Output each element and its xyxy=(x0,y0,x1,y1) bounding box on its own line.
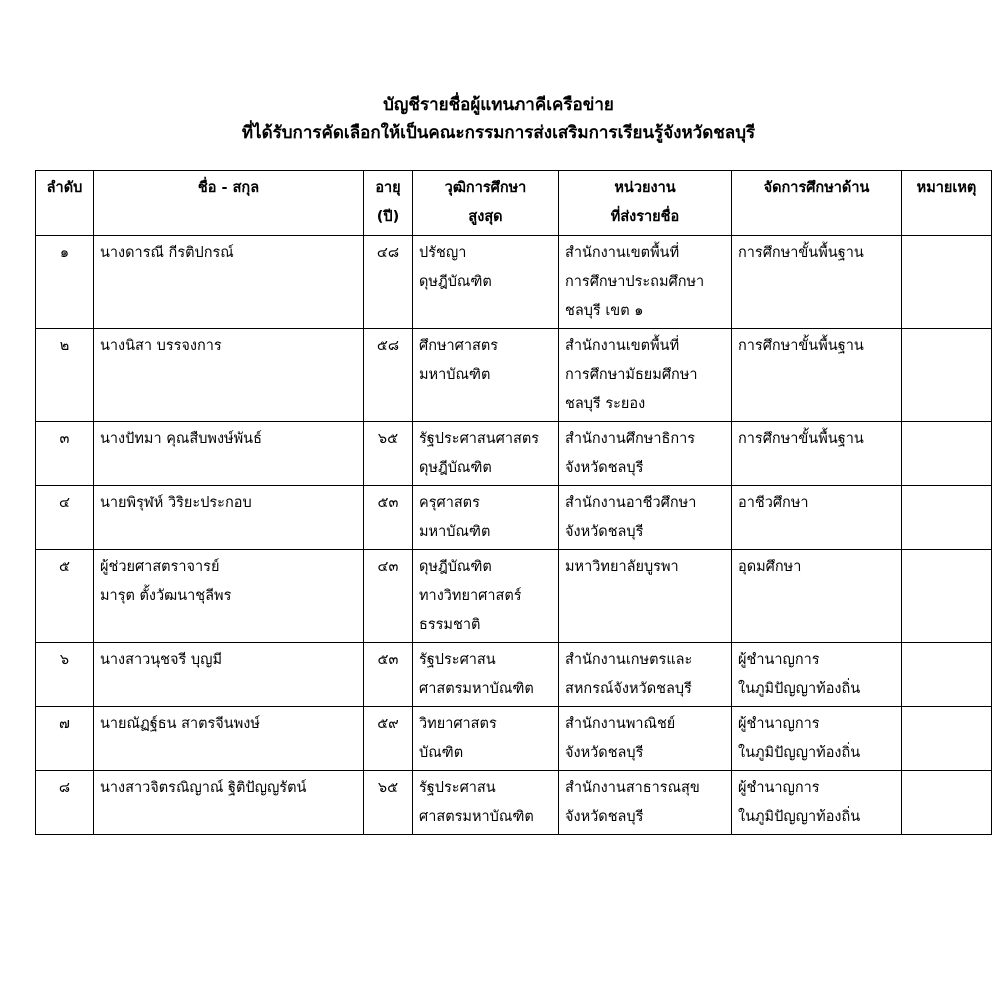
header-area: จัดการศึกษาด้าน xyxy=(732,171,902,236)
person-name: นายณัฏฐ์ธน สาตรจีนพงษ์ xyxy=(100,716,260,732)
area-cell xyxy=(732,771,902,835)
agency-cell xyxy=(559,329,732,422)
area-cell xyxy=(732,329,902,422)
header-education: วุฒิการศึกษา สูงสุด xyxy=(413,171,559,236)
name-cell xyxy=(94,771,364,835)
table-row xyxy=(36,707,992,771)
age-cell xyxy=(364,771,413,835)
area-cell xyxy=(732,422,902,486)
agency-text: สำนักงานสาธารณสุข xyxy=(565,780,700,796)
table-row xyxy=(36,422,992,486)
age-value: ๕๓ xyxy=(377,495,399,511)
area-text: การศึกษาขั้นพื้นฐาน xyxy=(738,431,864,447)
age-cell xyxy=(364,236,413,329)
education-text: ศาสตรมหาบัณฑิต xyxy=(419,809,534,825)
age-value: ๕๙ xyxy=(377,716,399,732)
education-text: ดุษฎีบัณฑิต xyxy=(419,274,492,290)
education-text: มหาบัณฑิต xyxy=(419,367,491,383)
agency-text: สำนักงานเขตพื้นที่ xyxy=(565,338,680,354)
remark-cell xyxy=(902,422,992,486)
education-text: วิทยาศาสตร xyxy=(419,716,497,732)
education-text: รัฐประศาสน xyxy=(419,652,496,668)
age-cell xyxy=(364,707,413,771)
agency-cell xyxy=(559,771,732,835)
education-cell xyxy=(413,550,559,643)
person-name: นางปัทมา คุณสืบพงษ์พันธ์ xyxy=(100,431,262,447)
row-number-cell xyxy=(36,236,94,329)
agency-text: การศึกษาประถมศึกษา xyxy=(565,274,705,290)
table-row xyxy=(36,486,992,550)
name-cell xyxy=(94,550,364,643)
area-cell xyxy=(732,236,902,329)
row-number: ๒ xyxy=(59,338,70,354)
area-cell xyxy=(732,643,902,707)
education-cell xyxy=(413,236,559,329)
agency-text: จังหวัดชลบุรี xyxy=(565,809,644,825)
area-cell xyxy=(732,707,902,771)
area-text: ในภูมิปัญญาท้องถิ่น xyxy=(738,745,861,761)
person-name: ผู้ช่วยศาสตราจารย์ xyxy=(100,559,220,575)
area-text: อุดมศึกษา xyxy=(738,559,802,575)
area-text: ผู้ชำนาญการ xyxy=(738,780,820,796)
row-number: ๑ xyxy=(59,245,70,261)
education-text: บัณฑิต xyxy=(419,745,464,761)
age-cell xyxy=(364,643,413,707)
header-remark: หมายเหตุ xyxy=(902,171,992,236)
area-cell xyxy=(732,550,902,643)
remark-cell xyxy=(902,550,992,643)
name-cell xyxy=(94,329,364,422)
row-number: ๘ xyxy=(58,780,71,796)
person-name: นางนิสา บรรจงการ xyxy=(100,338,222,354)
person-name: นายพิรุฬห์ วิริยะประกอบ xyxy=(100,495,252,511)
header-name: ชื่อ - สกุล xyxy=(94,171,364,236)
education-text: ศึกษาศาสตร xyxy=(419,338,499,354)
remark-cell xyxy=(902,771,992,835)
education-cell xyxy=(413,771,559,835)
education-text: ปรัชญา xyxy=(419,245,467,261)
table-row xyxy=(36,643,992,707)
agency-cell xyxy=(559,707,732,771)
agency-text: จังหวัดชลบุรี xyxy=(565,524,644,540)
table-row xyxy=(36,329,992,422)
agency-text: สำนักงานเกษตรและ xyxy=(565,652,693,668)
header-age: อายุ (ปี) xyxy=(364,171,413,236)
header-no: ลำดับ xyxy=(36,171,94,236)
area-text: การศึกษาขั้นพื้นฐาน xyxy=(738,245,864,261)
remark-cell xyxy=(902,329,992,422)
committee-table xyxy=(35,170,992,835)
area-cell xyxy=(732,486,902,550)
row-number-cell xyxy=(36,550,94,643)
table-row xyxy=(36,550,992,643)
education-text: ธรรมชาติ xyxy=(419,617,481,633)
row-number-cell xyxy=(36,707,94,771)
person-name: นางสาวนุชจรี บุญมี xyxy=(100,652,223,668)
agency-text: ชลบุรี เขต ๑ xyxy=(565,303,644,319)
name-cell xyxy=(94,707,364,771)
document-title-line-1: บัญชีรายชื่อผู้แทนภาคีเครือข่าย xyxy=(383,95,614,115)
agency-text: ชลบุรี ระยอง xyxy=(565,396,646,412)
agency-cell xyxy=(559,550,732,643)
education-text: มหาบัณฑิต xyxy=(419,524,491,540)
agency-cell xyxy=(559,486,732,550)
name-cell xyxy=(94,236,364,329)
education-cell xyxy=(413,643,559,707)
header-agency: หน่วยงาน ที่ส่งรายชื่อ xyxy=(559,171,732,236)
agency-text: สำนักงานเขตพื้นที่ xyxy=(565,245,680,261)
age-value: ๖๕ xyxy=(377,780,399,796)
education-cell xyxy=(413,707,559,771)
education-cell xyxy=(413,422,559,486)
age-value: ๔๘ xyxy=(376,245,400,261)
row-number: ๓ xyxy=(59,431,70,447)
agency-cell xyxy=(559,422,732,486)
education-text: ศาสตรมหาบัณฑิต xyxy=(419,681,534,697)
education-text: ทางวิทยาศาสตร์ xyxy=(419,588,522,604)
row-number: ๗ xyxy=(59,716,70,732)
agency-text: จังหวัดชลบุรี xyxy=(565,460,644,476)
remark-cell xyxy=(902,236,992,329)
education-text: ดุษฎีบัณฑิต xyxy=(419,559,492,575)
agency-text: สหกรณ์จังหวัดชลบุรี xyxy=(565,681,692,697)
table-header-row xyxy=(36,171,992,236)
area-text: การศึกษาขั้นพื้นฐาน xyxy=(738,338,864,354)
education-text: รัฐประศาสนศาสตร xyxy=(419,431,540,447)
row-number-cell xyxy=(36,422,94,486)
table-row xyxy=(36,771,992,835)
remark-cell xyxy=(902,486,992,550)
row-number: ๕ xyxy=(59,559,70,575)
education-cell xyxy=(413,329,559,422)
row-number-cell xyxy=(36,643,94,707)
name-cell xyxy=(94,486,364,550)
area-text: ผู้ชำนาญการ xyxy=(738,652,820,668)
education-text: ครุศาสตร xyxy=(419,495,480,511)
agency-text: สำนักงานศึกษาธิการ xyxy=(565,431,696,447)
person-name: นางดารณี กีรติปกรณ์ xyxy=(100,245,234,261)
person-name: นางสาวจิตรณิญาณ์ ฐิติปัญญรัตน์ xyxy=(100,780,307,796)
age-cell xyxy=(364,422,413,486)
name-cell xyxy=(94,422,364,486)
row-number-cell xyxy=(36,329,94,422)
agency-text: การศึกษามัธยมศึกษา xyxy=(565,367,698,383)
agency-text: จังหวัดชลบุรี xyxy=(565,745,644,761)
area-text: ในภูมิปัญญาท้องถิ่น xyxy=(738,809,861,825)
education-cell xyxy=(413,486,559,550)
education-text: ดุษฎีบัณฑิต xyxy=(419,460,492,476)
agency-cell xyxy=(559,643,732,707)
area-text: ผู้ชำนาญการ xyxy=(738,716,820,732)
area-text: อาชีวศึกษา xyxy=(738,495,809,511)
agency-text: สำนักงานอาชีวศึกษา xyxy=(565,495,697,511)
age-cell xyxy=(364,550,413,643)
education-text: รัฐประศาสน xyxy=(419,780,496,796)
agency-text: สำนักงานพาณิชย์ xyxy=(565,716,676,732)
age-value: ๕๓ xyxy=(377,652,399,668)
document-title-line-2: ที่ได้รับการคัดเลือกให้เป็นคณะกรรมการส่งเสริมการเรียนรู้จังหวัดชลบุรี xyxy=(241,123,756,143)
area-text: ในภูมิปัญญาท้องถิ่น xyxy=(738,681,861,697)
person-name: มารุต ตั้งวัฒนาชุลีพร xyxy=(100,588,232,604)
remark-cell xyxy=(902,707,992,771)
age-value: ๕๘ xyxy=(376,338,400,354)
agency-text: มหาวิทยาลัยบูรพา xyxy=(565,559,679,575)
age-cell xyxy=(364,329,413,422)
name-cell xyxy=(94,643,364,707)
row-number-cell xyxy=(36,486,94,550)
age-cell xyxy=(364,486,413,550)
row-number-cell xyxy=(36,771,94,835)
remark-cell xyxy=(902,643,992,707)
table-row xyxy=(36,236,992,329)
age-value: ๔๓ xyxy=(377,559,399,575)
age-value: ๖๕ xyxy=(377,431,399,447)
agency-cell xyxy=(559,236,732,329)
row-number: ๖ xyxy=(59,652,70,668)
row-number: ๔ xyxy=(59,495,70,511)
